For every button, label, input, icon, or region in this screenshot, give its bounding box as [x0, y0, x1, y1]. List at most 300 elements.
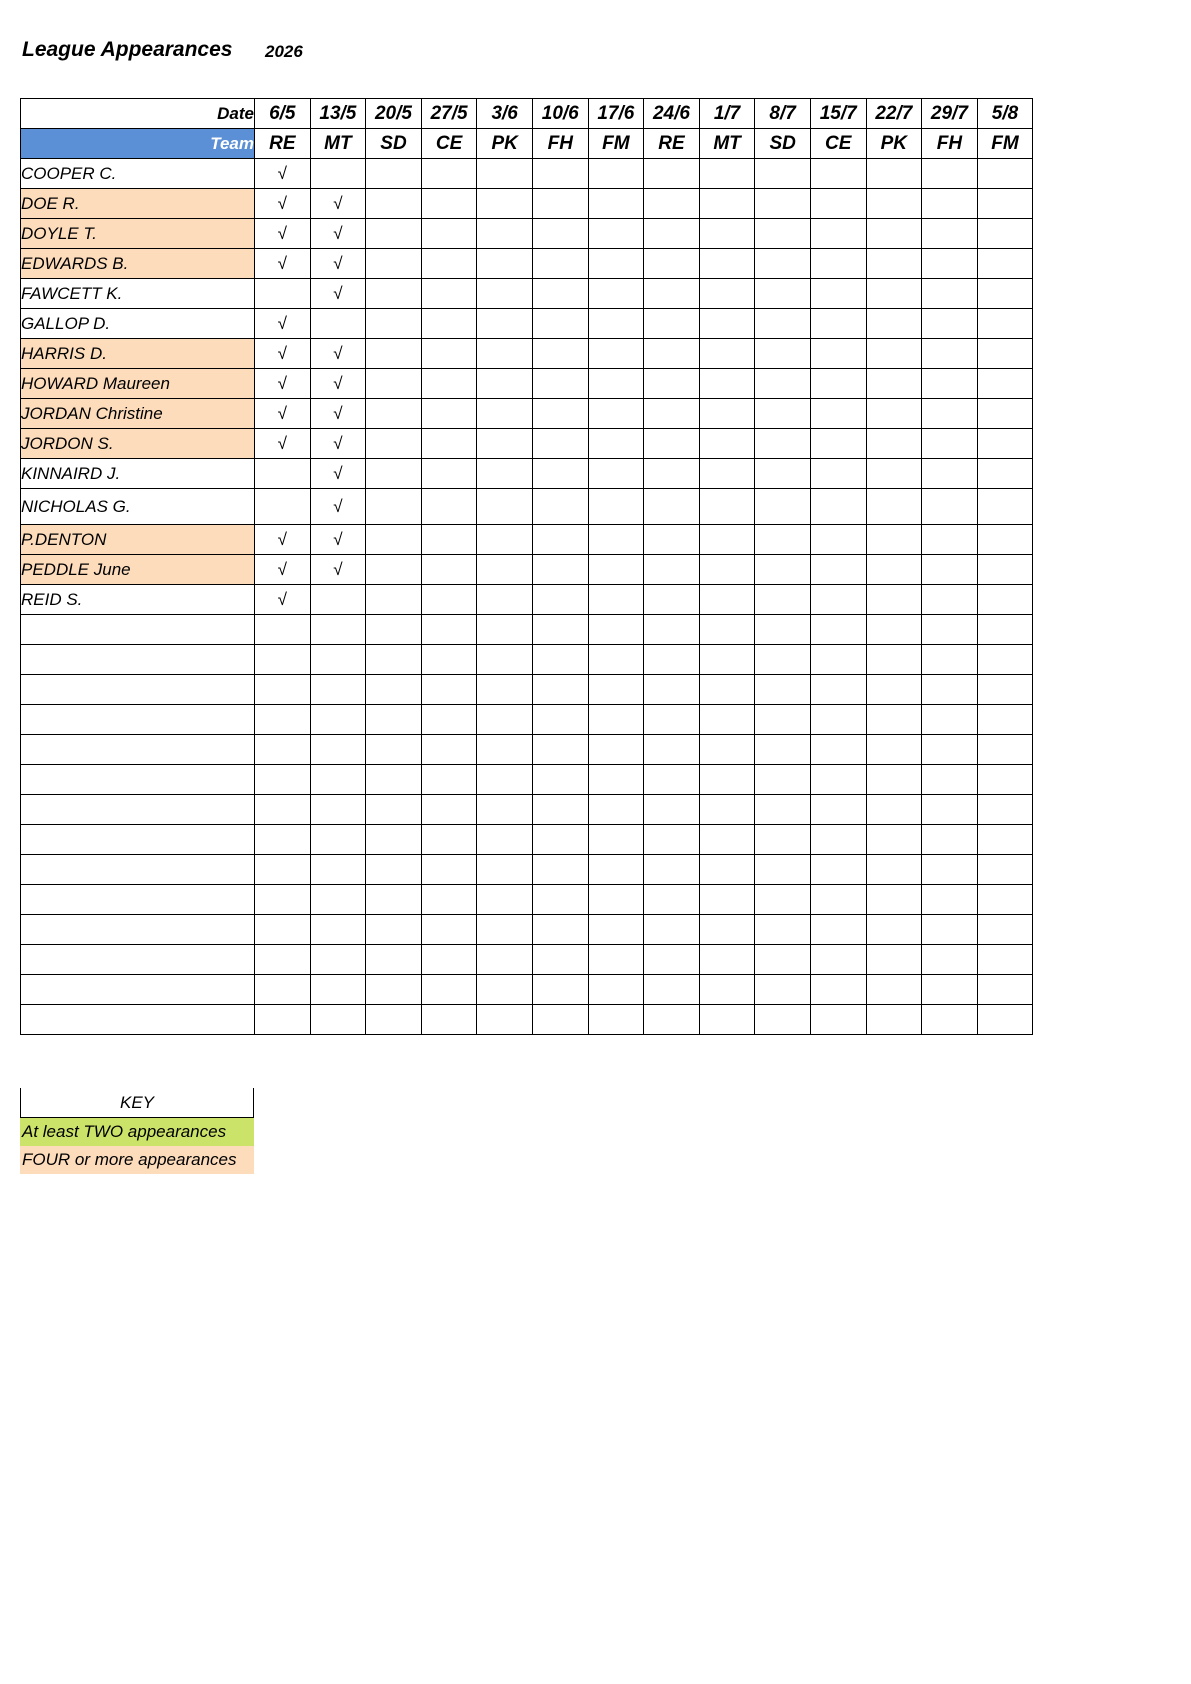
appearance-cell	[699, 885, 755, 915]
appearance-cell	[977, 339, 1033, 369]
appearance-cell	[255, 279, 311, 309]
appearance-cell	[477, 645, 533, 675]
appearance-cell	[310, 585, 366, 615]
appearance-cell	[977, 279, 1033, 309]
team-cell: MT	[310, 129, 366, 159]
appearance-cell	[977, 885, 1033, 915]
appearance-cell	[810, 825, 866, 855]
appearance-cell	[644, 159, 700, 189]
appearance-cell	[810, 459, 866, 489]
appearance-cell	[755, 735, 811, 765]
appearance-cell	[977, 555, 1033, 585]
appearance-cell	[755, 975, 811, 1005]
appearance-cell	[644, 765, 700, 795]
appearance-cell	[922, 975, 978, 1005]
appearance-cell	[421, 645, 477, 675]
appearance-cell	[366, 945, 422, 975]
appearance-cell	[755, 825, 811, 855]
appearance-cell	[699, 555, 755, 585]
team-cell: MT	[699, 129, 755, 159]
appearance-cell	[477, 429, 533, 459]
appearance-cell	[922, 945, 978, 975]
appearance-cell	[421, 675, 477, 705]
appearance-cell	[588, 765, 644, 795]
appearance-cell	[644, 459, 700, 489]
appearance-cell	[532, 309, 588, 339]
appearance-cell	[310, 975, 366, 1005]
appearance-cell	[532, 915, 588, 945]
appearance-cell	[922, 399, 978, 429]
appearance-cell	[977, 855, 1033, 885]
appearance-cell	[421, 825, 477, 855]
appearance-cell	[977, 765, 1033, 795]
date-cell: 15/7	[810, 99, 866, 129]
appearance-cell	[866, 279, 922, 309]
appearance-cell	[588, 489, 644, 525]
appearance-cell	[421, 459, 477, 489]
appearance-cell	[866, 159, 922, 189]
player-name	[21, 945, 255, 975]
appearance-cell	[421, 915, 477, 945]
date-header-row	[21, 99, 1033, 129]
empty-row	[21, 975, 1033, 1005]
appearance-cell	[588, 369, 644, 399]
empty-row	[21, 855, 1033, 885]
appearance-cell	[255, 645, 311, 675]
appearance-cell	[922, 369, 978, 399]
appearance-cell	[310, 705, 366, 735]
appearance-cell	[644, 585, 700, 615]
appearance-cell	[477, 219, 533, 249]
appearance-cell	[421, 615, 477, 645]
team-cell: SD	[755, 129, 811, 159]
appearance-cell	[310, 309, 366, 339]
appearance-cell	[366, 459, 422, 489]
player-row	[21, 459, 1033, 489]
appearance-cell	[255, 765, 311, 795]
appearance-cell	[366, 975, 422, 1005]
appearance-cell	[477, 885, 533, 915]
appearance-cell	[755, 555, 811, 585]
appearance-cell	[477, 555, 533, 585]
appearance-cell	[866, 525, 922, 555]
appearance-cell	[810, 615, 866, 645]
appearance-cell	[755, 489, 811, 525]
appearance-cell	[644, 615, 700, 645]
appearance-cell	[644, 279, 700, 309]
appearance-cell	[922, 885, 978, 915]
appearance-cell	[366, 489, 422, 525]
appearance-cell	[810, 915, 866, 945]
appearance-cell	[866, 645, 922, 675]
appearance-cell	[477, 945, 533, 975]
appearance-cell	[588, 855, 644, 885]
appearance-cell	[977, 219, 1033, 249]
player-name: HOWARD Maureen	[21, 369, 255, 399]
empty-row	[21, 675, 1033, 705]
appearance-cell	[977, 825, 1033, 855]
appearance-cell	[532, 369, 588, 399]
appearance-cell	[866, 585, 922, 615]
appearance-cell	[810, 555, 866, 585]
player-name: JORDON S.	[21, 429, 255, 459]
player-row	[21, 159, 1033, 189]
appearance-cell	[699, 369, 755, 399]
appearance-cell	[922, 765, 978, 795]
appearance-cell	[366, 399, 422, 429]
appearance-cell	[477, 159, 533, 189]
appearance-cell	[588, 309, 644, 339]
appearance-cell	[532, 825, 588, 855]
player-name: JORDAN Christine	[21, 399, 255, 429]
appearance-cell	[755, 915, 811, 945]
appearance-cell	[755, 249, 811, 279]
appearance-cell	[588, 615, 644, 645]
appearance-cell	[477, 279, 533, 309]
appearance-cell	[644, 645, 700, 675]
appearance-cell	[366, 615, 422, 645]
appearance-cell	[644, 429, 700, 459]
appearance-cell	[699, 339, 755, 369]
appearance-cell	[421, 525, 477, 555]
key-title: KEY	[20, 1088, 254, 1118]
appearance-cell	[977, 525, 1033, 555]
appearance-cell	[644, 1005, 700, 1035]
appearance-cell	[588, 459, 644, 489]
appearance-cell	[421, 765, 477, 795]
appearance-cell	[755, 645, 811, 675]
date-cell: 13/5	[310, 99, 366, 129]
appearance-cell	[310, 945, 366, 975]
appearance-cell	[366, 795, 422, 825]
appearance-cell	[810, 399, 866, 429]
appearance-cell	[922, 189, 978, 219]
appearance-cell	[310, 645, 366, 675]
appearance-cell	[866, 945, 922, 975]
appearance-cell	[866, 555, 922, 585]
date-cell: 6/5	[255, 99, 311, 129]
appearance-cell	[366, 885, 422, 915]
player-name: PEDDLE June	[21, 555, 255, 585]
appearance-cell	[366, 855, 422, 885]
team-cell: CE	[810, 129, 866, 159]
appearance-cell	[532, 249, 588, 279]
appearance-cell	[644, 825, 700, 855]
appearance-cell: √	[310, 249, 366, 279]
appearance-cell	[977, 189, 1033, 219]
appearance-cell	[366, 339, 422, 369]
appearance-cell	[699, 309, 755, 339]
team-cell: RE	[255, 129, 311, 159]
appearance-cell	[699, 429, 755, 459]
key-item-four-appearances: FOUR or more appearances	[20, 1146, 254, 1174]
appearance-cell	[644, 309, 700, 339]
appearance-cell	[866, 1005, 922, 1035]
appearance-cell	[922, 855, 978, 885]
appearance-cell	[977, 489, 1033, 525]
appearance-cell	[810, 645, 866, 675]
appearance-cell	[421, 1005, 477, 1035]
appearance-cell	[255, 885, 311, 915]
empty-row	[21, 615, 1033, 645]
appearance-cell	[588, 339, 644, 369]
appearance-cell	[477, 309, 533, 339]
appearance-cell	[866, 249, 922, 279]
player-name	[21, 615, 255, 645]
appearance-cell	[255, 675, 311, 705]
appearance-cell	[644, 555, 700, 585]
appearance-cell	[810, 279, 866, 309]
page-title: League Appearances	[22, 38, 233, 61]
appearance-cell	[532, 615, 588, 645]
appearance-cell	[477, 765, 533, 795]
appearance-cell	[588, 279, 644, 309]
appearance-cell: √	[310, 459, 366, 489]
player-name	[21, 1005, 255, 1035]
appearance-cell	[922, 675, 978, 705]
appearance-cell	[588, 705, 644, 735]
appearance-cell	[421, 705, 477, 735]
team-cell: FM	[977, 129, 1033, 159]
appearance-cell	[922, 159, 978, 189]
appearance-cell	[977, 459, 1033, 489]
appearance-cell	[644, 249, 700, 279]
appearance-cell: √	[255, 189, 311, 219]
appearance-cell	[255, 855, 311, 885]
appearance-cell	[255, 945, 311, 975]
empty-row	[21, 705, 1033, 735]
appearance-cell	[755, 525, 811, 555]
appearance-cell	[755, 309, 811, 339]
appearance-cell	[699, 279, 755, 309]
appearance-cell	[366, 309, 422, 339]
appearance-cell	[366, 159, 422, 189]
appearance-cell	[588, 399, 644, 429]
appearance-cell	[922, 429, 978, 459]
player-row	[21, 219, 1033, 249]
appearance-cell	[421, 945, 477, 975]
team-cell: FM	[588, 129, 644, 159]
empty-row	[21, 945, 1033, 975]
appearance-cell	[588, 219, 644, 249]
appearance-cell	[699, 189, 755, 219]
appearance-cell	[644, 489, 700, 525]
appearance-cell	[755, 945, 811, 975]
appearance-cell	[810, 429, 866, 459]
appearance-cell	[255, 735, 311, 765]
appearance-cell	[532, 855, 588, 885]
appearances-table-body	[21, 99, 1033, 1035]
appearance-cell	[810, 855, 866, 885]
appearance-cell	[699, 219, 755, 249]
empty-row	[21, 915, 1033, 945]
appearance-cell	[755, 585, 811, 615]
team-cell: CE	[421, 129, 477, 159]
appearance-cell	[699, 615, 755, 645]
appearance-cell	[366, 645, 422, 675]
appearance-cell	[644, 525, 700, 555]
appearance-cell	[421, 399, 477, 429]
player-row	[21, 309, 1033, 339]
player-name	[21, 675, 255, 705]
appearance-cell	[421, 369, 477, 399]
appearance-cell	[421, 309, 477, 339]
appearance-cell	[755, 1005, 811, 1035]
appearance-cell	[644, 945, 700, 975]
appearance-cell	[644, 189, 700, 219]
appearance-cell	[699, 945, 755, 975]
appearance-cell	[477, 399, 533, 429]
team-cell: PK	[477, 129, 533, 159]
appearance-cell	[922, 309, 978, 339]
date-cell: 22/7	[866, 99, 922, 129]
appearance-cell	[977, 309, 1033, 339]
team-cell: PK	[866, 129, 922, 159]
appearance-cell	[421, 279, 477, 309]
appearance-cell	[755, 339, 811, 369]
appearance-cell	[588, 795, 644, 825]
date-cell: 29/7	[922, 99, 978, 129]
appearance-cell	[644, 915, 700, 945]
appearance-cell	[532, 585, 588, 615]
appearance-cell	[255, 795, 311, 825]
appearance-cell	[866, 825, 922, 855]
appearance-cell	[532, 429, 588, 459]
appearance-cell	[310, 825, 366, 855]
appearance-cell	[644, 885, 700, 915]
appearance-cell	[477, 675, 533, 705]
appearance-cell	[532, 525, 588, 555]
team-cell: FH	[532, 129, 588, 159]
player-row	[21, 369, 1033, 399]
appearance-cell	[588, 585, 644, 615]
appearance-cell	[810, 219, 866, 249]
appearance-cell: √	[310, 369, 366, 399]
appearance-cell	[866, 975, 922, 1005]
appearance-cell	[810, 525, 866, 555]
appearance-cell	[588, 249, 644, 279]
appearance-cell	[977, 705, 1033, 735]
appearance-cell	[699, 735, 755, 765]
appearance-cell	[255, 1005, 311, 1035]
appearance-cell	[644, 219, 700, 249]
date-cell: 1/7	[699, 99, 755, 129]
key-legend	[20, 1088, 254, 1174]
appearance-cell	[477, 369, 533, 399]
appearance-cell	[866, 219, 922, 249]
date-cell: 5/8	[977, 99, 1033, 129]
appearance-cell	[699, 645, 755, 675]
appearance-cell	[977, 159, 1033, 189]
appearance-cell	[977, 945, 1033, 975]
appearance-cell	[532, 459, 588, 489]
appearance-cell	[588, 429, 644, 459]
appearance-cell	[755, 369, 811, 399]
appearance-cell	[922, 735, 978, 765]
appearance-cell	[866, 309, 922, 339]
appearance-cell	[532, 885, 588, 915]
appearance-cell	[532, 735, 588, 765]
appearance-cell	[922, 1005, 978, 1035]
player-name: FAWCETT K.	[21, 279, 255, 309]
appearance-cell	[977, 429, 1033, 459]
appearance-cell	[477, 249, 533, 279]
appearance-cell	[866, 675, 922, 705]
appearance-cell	[755, 795, 811, 825]
appearance-cell	[532, 1005, 588, 1035]
appearance-cell	[588, 945, 644, 975]
appearance-cell	[699, 795, 755, 825]
date-cell: 10/6	[532, 99, 588, 129]
player-name: EDWARDS B.	[21, 249, 255, 279]
appearance-cell	[866, 735, 922, 765]
appearance-cell	[866, 369, 922, 399]
appearance-cell	[810, 369, 866, 399]
key-item-two-appearances: At least TWO appearances	[20, 1118, 254, 1146]
appearance-cell	[977, 249, 1033, 279]
appearance-cell	[977, 975, 1033, 1005]
appearance-cell	[421, 219, 477, 249]
player-name	[21, 885, 255, 915]
appearance-cell	[421, 555, 477, 585]
date-cell: 27/5	[421, 99, 477, 129]
appearance-cell: √	[310, 429, 366, 459]
appearance-cell	[922, 825, 978, 855]
appearance-cell: √	[255, 339, 311, 369]
date-cell: 17/6	[588, 99, 644, 129]
appearance-cell	[644, 975, 700, 1005]
appearance-cell	[922, 705, 978, 735]
appearance-cell	[255, 825, 311, 855]
date-label: Date	[21, 99, 255, 129]
appearance-cell	[366, 279, 422, 309]
appearance-cell	[755, 189, 811, 219]
appearance-cell	[699, 585, 755, 615]
appearance-cell: √	[255, 429, 311, 459]
appearance-cell: √	[255, 159, 311, 189]
appearance-cell: √	[310, 219, 366, 249]
appearance-cell	[922, 249, 978, 279]
appearance-cell	[755, 429, 811, 459]
appearance-cell: √	[255, 555, 311, 585]
appearance-cell	[310, 159, 366, 189]
appearance-cell	[866, 765, 922, 795]
appearance-cell	[366, 765, 422, 795]
appearance-cell	[366, 429, 422, 459]
appearance-cell	[477, 525, 533, 555]
player-row	[21, 339, 1033, 369]
appearance-cell	[810, 489, 866, 525]
appearance-cell	[699, 459, 755, 489]
appearance-cell	[588, 159, 644, 189]
appearance-cell	[644, 705, 700, 735]
appearance-cell	[866, 429, 922, 459]
appearance-cell	[755, 765, 811, 795]
appearance-cell	[755, 219, 811, 249]
appearance-cell	[922, 279, 978, 309]
appearance-cell	[810, 795, 866, 825]
appearance-cell	[477, 489, 533, 525]
appearance-cell	[421, 159, 477, 189]
appearance-cell	[977, 399, 1033, 429]
appearance-cell	[477, 585, 533, 615]
appearance-cell	[588, 885, 644, 915]
appearance-cell	[922, 795, 978, 825]
appearance-cell	[421, 795, 477, 825]
appearance-cell	[866, 855, 922, 885]
appearance-cell	[922, 585, 978, 615]
appearance-cell	[644, 399, 700, 429]
